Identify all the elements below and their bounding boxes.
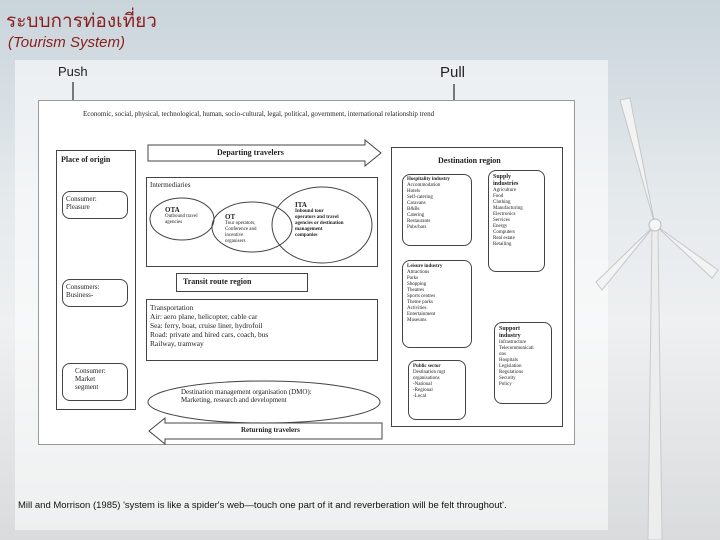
consumer-pleasure-box xyxy=(62,191,128,219)
support-item: Policy xyxy=(499,382,512,387)
transport-line: Road: private and hired cars, coach, bus xyxy=(150,330,269,339)
leisure-item: Shopping xyxy=(407,282,427,287)
ota-line: Outbound travel xyxy=(165,214,198,219)
citation-caption: Mill and Morrison (1985) 'system is like a spider's web—touch one part of it and reverberation will be felt throughout'. xyxy=(18,500,507,511)
support-industry-box xyxy=(494,322,552,404)
supply-item: Computers xyxy=(493,230,515,235)
consumers-business-line: Consumers: xyxy=(66,283,100,291)
support-item: Legislation xyxy=(499,364,522,369)
support-title: industry xyxy=(499,333,521,339)
leisure-title: Leisure industry xyxy=(407,264,443,269)
consumer-market-line: segment xyxy=(75,383,99,391)
consumer-pleasure-line: Consumer: xyxy=(66,195,97,203)
public-item: -Regional xyxy=(413,388,433,393)
ita-line: operators and travel xyxy=(295,215,339,220)
ita-line: Inbound tour xyxy=(295,209,324,214)
support-item: Security xyxy=(499,376,516,381)
transport-line: Transportation xyxy=(150,303,194,312)
leisure-item: Activities xyxy=(407,306,427,311)
public-title: Destination mgt xyxy=(413,370,446,375)
supply-item: Agriculture xyxy=(493,188,517,193)
support-item: Hospitals xyxy=(499,358,518,363)
supply-title: industries xyxy=(493,181,519,187)
support-title: Support xyxy=(499,326,521,332)
ota-title: OTA xyxy=(165,206,180,214)
tourism-system-diagram xyxy=(38,100,575,445)
hospitality-item: Hotels xyxy=(407,189,421,194)
ot-line: Conference and xyxy=(225,227,257,232)
hospitality-item: Accommodation xyxy=(407,183,441,188)
supply-industries-box xyxy=(488,170,545,272)
hospitality-item: Restaurants xyxy=(407,219,431,224)
support-item: Telecommunicati xyxy=(499,346,534,351)
hospitality-item: Catering xyxy=(407,213,425,218)
ita-line: companies xyxy=(295,233,318,238)
ota-text xyxy=(165,206,198,226)
dmo-line: Marketing, research and development xyxy=(181,396,287,404)
slide-subtitle: (Tourism System) xyxy=(8,34,125,51)
public-title: Public sector xyxy=(413,364,441,369)
transit-route-box xyxy=(176,273,308,292)
dmo-line: Destination management organisation (DMO): xyxy=(181,388,312,396)
public-title: organisations xyxy=(413,376,440,381)
consumer-market-line: Consumer: xyxy=(75,367,106,375)
supply-item: Energy xyxy=(493,224,508,229)
leisure-item: Theme parks xyxy=(407,300,433,305)
consumer-market-box xyxy=(62,363,128,401)
supply-item: Services xyxy=(493,218,510,223)
returning-label: Returning travelers xyxy=(241,426,300,434)
support-item: Regulations xyxy=(499,370,523,375)
transport-line: Railway, tramway xyxy=(150,339,204,348)
supply-item: Clothing xyxy=(493,200,511,205)
support-item: ons xyxy=(499,352,506,357)
departing-label: Departing travelers xyxy=(217,148,284,157)
public-item: -National xyxy=(413,382,432,387)
ita-line: management xyxy=(295,227,323,232)
hospitality-item: Self-catering xyxy=(407,195,433,200)
leisure-industry-box xyxy=(402,260,472,348)
ita-line: agencies or destination xyxy=(295,221,344,226)
ot-line: Tour operators, xyxy=(225,221,256,226)
supply-item: Food xyxy=(493,194,504,199)
ot-line: organisers xyxy=(225,239,246,244)
push-label: Push xyxy=(58,64,88,79)
destination-region-box xyxy=(391,147,563,427)
hospitality-title: Hospitality industry xyxy=(407,177,450,182)
supply-item: Real estate xyxy=(493,236,515,241)
public-item: -Local xyxy=(413,394,427,399)
public-sector-box xyxy=(408,360,466,420)
consumers-business-box xyxy=(62,279,128,307)
wind-turbine-icon xyxy=(590,60,720,540)
hospitality-item: B&Bs xyxy=(407,207,420,212)
place-of-origin-label: Place of origin xyxy=(61,155,111,164)
ota-line: agencies xyxy=(165,220,183,225)
consumer-market-line: Market xyxy=(75,375,96,383)
hospitality-item: Pubs/bars xyxy=(407,225,427,230)
transit-route-label: Transit route region xyxy=(183,277,252,286)
supply-item: Electronics xyxy=(493,212,516,217)
hospitality-item: Caravans xyxy=(407,201,426,206)
dmo-text xyxy=(181,388,312,404)
transport-line: Sea: ferry, boat, cruise liner, hydrofoil xyxy=(150,321,263,330)
slide-title: ระบบการท่องเที่ยว xyxy=(6,10,157,32)
destination-region-label: Destination region xyxy=(438,156,501,165)
leisure-item: Museums xyxy=(407,318,427,323)
leisure-item: Theatres xyxy=(407,288,425,293)
pull-label: Pull xyxy=(440,64,466,81)
leisure-item: Entertainment xyxy=(407,312,436,317)
ita-text xyxy=(295,201,344,239)
transport-line: Air: aero plane, helicopter, cable car xyxy=(150,312,258,321)
ot-title: OT xyxy=(225,213,236,221)
intermediaries-label: Intermediaries xyxy=(150,181,191,189)
leisure-item: Sports centres xyxy=(407,294,436,299)
consumer-pleasure-line: Pleasure xyxy=(66,203,90,211)
supply-title: Supply xyxy=(493,174,512,180)
place-of-origin-box xyxy=(56,150,136,410)
leisure-item: Attractions xyxy=(407,270,430,275)
leisure-item: Parks xyxy=(407,276,419,281)
consumers-business-line: Business- xyxy=(66,291,94,299)
transportation-box xyxy=(146,299,378,361)
supply-item: Retailing xyxy=(493,242,512,247)
ot-line: incentive xyxy=(225,233,244,238)
hospitality-box xyxy=(402,174,472,246)
ot-text xyxy=(225,213,257,245)
trend-banner: Economic, social, physical, technological, human, socio-cultural, legal, political, government, international relationship trend xyxy=(83,110,435,118)
support-item: Infrastructure xyxy=(499,340,527,345)
supply-item: Manufacturing xyxy=(493,206,523,211)
ita-title: ITA xyxy=(295,201,307,209)
